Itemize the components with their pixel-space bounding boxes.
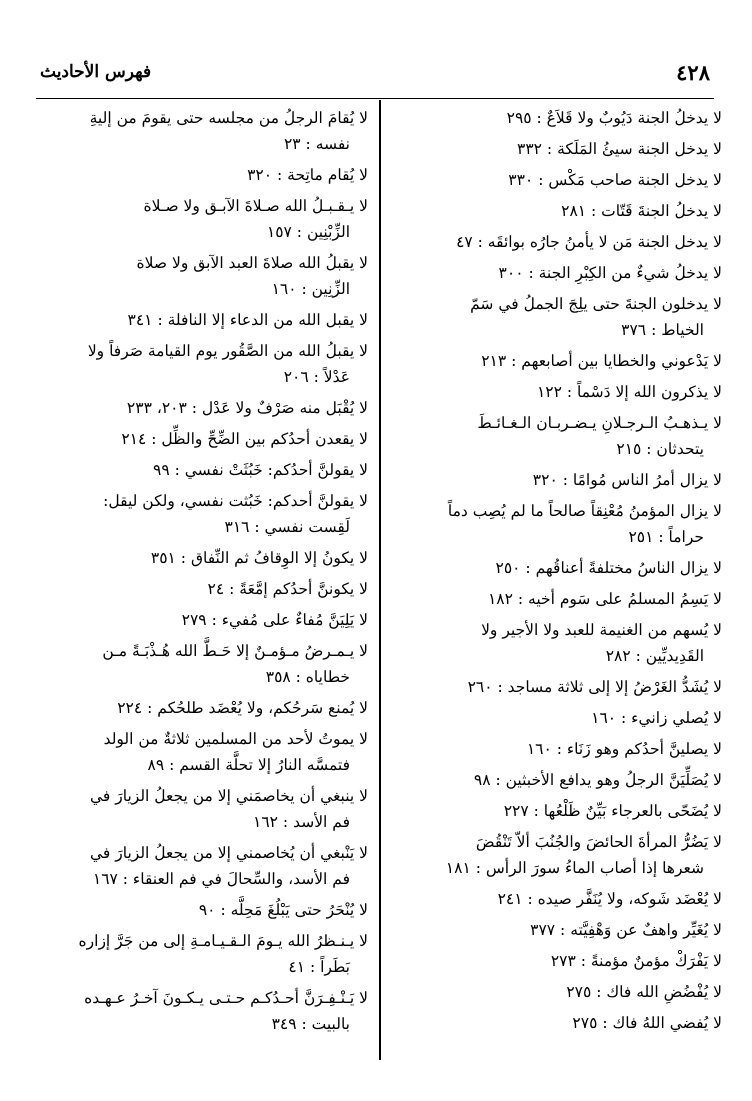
- hadith-entry: [392, 673, 722, 704]
- hadith-entry: [392, 947, 722, 978]
- hadith-entry: [38, 839, 368, 896]
- hadith-entry: [392, 378, 722, 409]
- entry-text: لا يَفْرَكْ مؤمنٌ مؤمنةً : ٢٧٣: [550, 952, 722, 970]
- entry-text: لا يُفْضُضِ الله فاك : ٢٧٥: [566, 983, 722, 1001]
- entry-continuation: شعرها إذا أصاب الماءُ سورَ الرأس : ١٨١: [445, 859, 704, 877]
- entry-continuation: خطاياه : ٣٥٨: [265, 668, 350, 686]
- entry-continuation: بَطَراً : ٤١: [288, 958, 350, 976]
- left-column: [38, 104, 368, 1041]
- column-divider: [379, 100, 381, 1060]
- entry-text: لا يدخل الجنة سيئُ المَلَكة : ٣٣٢: [517, 140, 722, 158]
- hadith-entry: [392, 704, 722, 735]
- entry-text: لا يدخلُ الجنةَ قَتّات : ٢٨١: [561, 202, 722, 220]
- hadith-entry: [392, 616, 722, 673]
- hadith-entry: [38, 896, 368, 927]
- hadith-entry: [392, 554, 722, 585]
- hadith-entry: [38, 637, 368, 694]
- hadith-entry: [392, 828, 722, 885]
- entry-text: لا يَنْبغي أن يُخاصمني إلا من يجعلُ الزيارَ في: [90, 844, 368, 862]
- hadith-entry: [392, 1009, 722, 1040]
- entry-text: لا يـنـظرُ الله يـومَ الـقـيـامـةِ إلى من جَرَّ إزاره: [78, 932, 368, 950]
- hadith-entry: [392, 885, 722, 916]
- entry-continuation: فم الأسد : ١٦٢: [253, 813, 350, 831]
- hadith-entry: [392, 497, 722, 554]
- page-number: ٤٢٨: [676, 60, 710, 85]
- hadith-entry: [392, 409, 722, 466]
- entry-continuation: نفسه : ٢٣: [283, 135, 350, 153]
- hadith-entry: [392, 290, 722, 347]
- entry-text: لا يدخلون الجنةَ حتى يلِجَ الجملُ في سَمّ: [470, 295, 722, 313]
- hadith-entry: [392, 585, 722, 616]
- entry-text: لا يَدْعوني والخطايا بين أصابعهم : ٢١٣: [481, 352, 722, 370]
- entry-text: لا ينبغي أن يخاصمَني إلا من يجعلُ الزيارَ في: [90, 787, 368, 805]
- hadith-entry: [38, 161, 368, 192]
- entry-continuation: الزِّنِين : ١٦٠: [271, 280, 350, 298]
- entry-text: لا يُعْضَد شَوكه، ولا يُنَفَّر صيده : ٢٤١: [497, 890, 722, 908]
- hadith-entry: [38, 694, 368, 725]
- entry-text: لا يدخل الجنة مَن لا يأمنُ جارُه بوائقَه : ٤٧: [456, 233, 722, 251]
- entry-text: لا يَـنْـفِـرَنَّ أحـدُكـم حـتـى يـكـونَ آخـرُ عـهـده: [84, 989, 368, 1007]
- hadith-entry: [38, 249, 368, 306]
- entry-text: لا يُغَيِّر واهفٌ عن وَهْفِيَّته : ٣٧٧: [530, 921, 722, 939]
- entry-text: لا يُفضي اللهُ فاك : ٢٧٥: [572, 1014, 722, 1032]
- entry-text: لا يدخلُ الجنة دَيُوبٌ ولا قَلاَعٌ : ٢٩٥: [506, 109, 722, 127]
- hadith-entry: [38, 487, 368, 544]
- entry-text: لا يقبلُ الله صلاةَ العبد الآبق ولا صلاة: [136, 254, 368, 272]
- entry-text: لا يُضَحّى بالعرجاء بَيِّنٌ ظَلْعُها : ٢٢٧: [503, 802, 722, 820]
- entry-text: لا يـذهـبُ الـرجـلانِ يـضـربـان الـغـائـطَ: [477, 414, 722, 432]
- entry-text: لا يقولنَّ أحدكم: خَبُثت نفسي، ولكن ليقل:: [103, 492, 368, 510]
- entry-text: لا يقولنَّ أحدُكم: خَبُثَتْ نفسي : ٩٩: [153, 461, 368, 479]
- hadith-entry: [392, 259, 722, 290]
- entry-text: لا يقعدن أحدُكم بين الضِّحِّ والظِّل : ٢١٤: [121, 430, 368, 448]
- hadith-entry: [392, 166, 722, 197]
- hadith-entry: [38, 984, 368, 1041]
- hadith-entry: [392, 735, 722, 766]
- hadith-entry: [38, 456, 368, 487]
- entry-text: لا يُمنع سَرحُكم، ولا يُعْضَد طلحُكم : ٢٢٤: [117, 699, 368, 717]
- hadith-entry: [38, 575, 368, 606]
- hadith-entry: [38, 394, 368, 425]
- hadith-entry: [38, 606, 368, 637]
- hadith-entry: [392, 347, 722, 378]
- entry-continuation: الخياط : ٣٧٦: [621, 321, 704, 339]
- hadith-entry: [392, 228, 722, 259]
- running-title: فهرس الأحاديث: [40, 62, 152, 82]
- hadith-entry: [392, 766, 722, 797]
- entry-text: لا يدخل الجنة صاحب مَكْس : ٣٣٠: [508, 171, 722, 189]
- entry-continuation: حراماً : ٢٥١: [628, 528, 704, 546]
- hadith-entry: [392, 466, 722, 497]
- entry-continuation: بالبيت : ٣٤٩: [271, 1015, 350, 1033]
- right-column: [392, 104, 722, 1040]
- entry-continuation: يتحدثان : ٢١٥: [616, 440, 704, 458]
- entry-text: لا يكونُ إلا الوِقافُ ثم النِّفاق : ٣٥١: [150, 549, 368, 567]
- entry-text: لا يـقـبـلُ الله صـلاةَ الآبـق ولا صـلاة: [143, 197, 368, 215]
- entry-text: لا يدخلُ شيءٌ من الكِبْرِ الجنة : ٣٠٠: [498, 264, 722, 282]
- entry-text: لا يقبل الله من الدعاء إلا النافلة : ٣٤١: [127, 311, 368, 329]
- hadith-entry: [38, 425, 368, 456]
- entry-text: لا يزال الناسُ مختلفةً أعناقُهم : ٢٥٠: [495, 559, 722, 577]
- hadith-entry: [38, 337, 368, 394]
- hadith-entry: [38, 544, 368, 575]
- entry-text: لا يزال أمرُ الناس مُوامًا : ٣٢٠: [532, 471, 722, 489]
- entry-text: لا يُقامَ الرجلُ من مجلسه حتى يقومَ من إليةِ: [89, 109, 368, 127]
- entry-continuation: فم الأسد، والسِّحالَ في فم العنقاء : ١٦٧: [92, 870, 350, 888]
- hadith-entry: [38, 192, 368, 249]
- entry-continuation: فتمسَّه النارُ إلا تحلَّة القسم : ٨٩: [147, 756, 350, 774]
- entry-continuation: القَدِيديِّين : ٢٨٢: [605, 647, 704, 665]
- page-header: [36, 58, 714, 99]
- hadith-entry: [392, 797, 722, 828]
- hadith-entry: [392, 104, 722, 135]
- entry-continuation: الزِّبْنِين : ١٥٧: [266, 223, 350, 241]
- entry-text: لا يقبلُ الله من الصَّقُور يوم القيامة صَرفاً ولا: [87, 342, 368, 360]
- hadith-entry: [38, 782, 368, 839]
- hadith-entry: [392, 135, 722, 166]
- entry-text: لا يُصَلِّيَنَّ الرجلُ وهو يدافع الأخبثين : ٩٨: [473, 771, 722, 789]
- hadith-entry: [38, 306, 368, 337]
- entry-continuation: لَقِست نفسي : ٣١٦: [224, 518, 350, 536]
- entry-text: لا يزال المؤمنُ مُعْنِقاً صالحاً ما لم يُصِب دماً: [447, 502, 722, 520]
- entry-text: لا يموتُ لأحد من المسلمين ثلاثةٌ من الولد: [103, 730, 368, 748]
- entry-text: لا يُشَدُّ الغَرْضُ إلا إلى ثلاثة مساجد : ٢٦٠: [467, 678, 722, 696]
- hadith-entry: [392, 978, 722, 1009]
- entry-continuation: عَدْلاً : ٢٠٦: [283, 368, 350, 386]
- entry-text: لا يُقْبَل منه صَرْفٌ ولا عَدْل : ٢٠٣، ٢٣٣: [126, 399, 368, 417]
- hadith-entry: [392, 916, 722, 947]
- entry-text: لا يصلينَّ أحدُكم وهو زَنَاء : ١٦٠: [526, 740, 722, 758]
- hadith-entry: [38, 104, 368, 161]
- entry-text: لا يـمـرضُ مـؤمـنٌ إلا حَـطَّ الله هُـذْبَـةً مـن: [102, 642, 368, 660]
- entry-text: لا يكوننَّ أحدُكم إمَّعَةً : ٢٤: [207, 580, 368, 598]
- entry-text: لا يُسهم من الغنيمة للعبد ولا الأجير ولا: [481, 621, 722, 639]
- entry-text: لا يَلِيَنَّ مُفاءٌ على مُفيء : ٢٧٩: [181, 611, 368, 629]
- hadith-entry: [38, 725, 368, 782]
- hadith-entry: [38, 927, 368, 984]
- entry-text: لا يُقام ماتِحة : ٣٢٠: [247, 166, 368, 184]
- entry-text: لا يُنْحَرُ حتى يَبْلُغَ مَحِلَّه : ٩٠: [198, 901, 368, 919]
- entry-text: لا يَضُرُّ المرأةَ الحائضَ والجُنُبَ ألاّ تَنْقُضَ: [475, 833, 722, 851]
- entry-text: لا يَسِمُ المسلمُ على سَوم أخيه : ١٨٢: [487, 590, 722, 608]
- entry-text: لا يذكرون الله إلا دَسْماً : ١٢٢: [536, 383, 722, 401]
- entry-text: لا يُصلي زانيء : ١٦٠: [591, 709, 722, 727]
- hadith-entry: [392, 197, 722, 228]
